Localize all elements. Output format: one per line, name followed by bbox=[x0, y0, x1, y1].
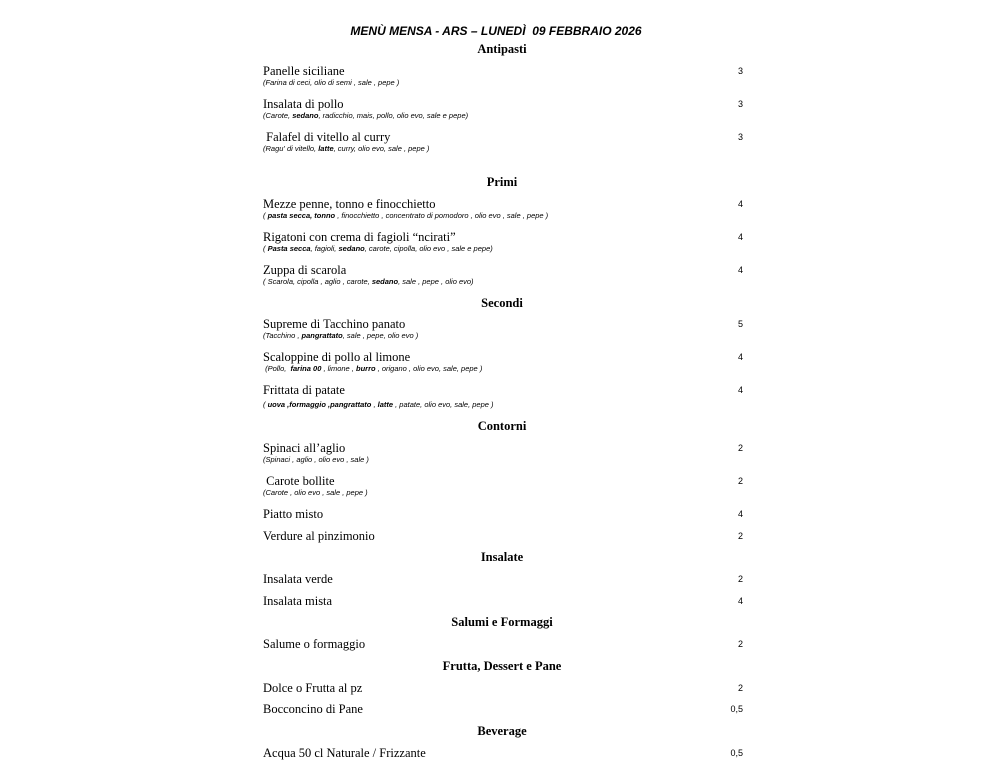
dish-name: Insalata verde bbox=[263, 572, 333, 586]
dish-name: Zuppa di scarola bbox=[263, 263, 347, 277]
dish-name: Insalata di pollo bbox=[263, 97, 344, 111]
menu-item bbox=[263, 702, 743, 716]
section-heading: Contorni bbox=[477, 419, 527, 433]
dish-price: 2 bbox=[737, 574, 743, 584]
ingredient-text: (Pollo, bbox=[263, 364, 291, 373]
dish-ingredients bbox=[263, 211, 743, 221]
dish-ingredients bbox=[263, 111, 743, 121]
dish-price: 4 bbox=[737, 385, 743, 395]
ingredient-text: , curry, olio evo, sale , pepe ) bbox=[333, 144, 430, 153]
section-heading: Salumi e Formaggi bbox=[451, 615, 553, 629]
menu-item bbox=[263, 637, 743, 651]
menu-item bbox=[263, 64, 743, 88]
menu-item bbox=[263, 572, 743, 586]
menu-item bbox=[263, 350, 743, 374]
menu-item bbox=[263, 130, 743, 154]
menu-title: MENÙ MENSA - ARS – LUNEDÌ 09 FEBBRAIO 2026 bbox=[350, 24, 642, 38]
dish-price: 3 bbox=[737, 132, 743, 142]
dish-ingredients bbox=[263, 78, 743, 88]
dish-name: Carote bollite bbox=[263, 474, 335, 488]
dish-name: Dolce o Frutta al pz bbox=[263, 681, 363, 695]
allergen-text: latte bbox=[377, 400, 394, 409]
dish-name: Verdure al pinzimonio bbox=[263, 529, 375, 543]
menu-item bbox=[263, 97, 743, 121]
dish-ingredients bbox=[263, 277, 743, 287]
ingredient-text: , finocchietto , concentrato di pomodoro , olio evo , sale , pepe ) bbox=[335, 211, 549, 220]
dish-name: Scaloppine di pollo al limone bbox=[263, 350, 411, 364]
dish-ingredients bbox=[263, 364, 743, 374]
ingredient-text: (Tacchino , bbox=[263, 331, 302, 340]
dish-price: 0,5 bbox=[730, 704, 743, 714]
ingredient-text: (Spinaci , aglio , olio evo , sale ) bbox=[263, 455, 369, 464]
ingredient-text: , limone , bbox=[321, 364, 356, 373]
dish-price: 0,5 bbox=[730, 748, 743, 758]
menu-item bbox=[263, 746, 743, 760]
dish-price: 4 bbox=[737, 232, 743, 242]
ingredient-text: , sale , pepe, olio evo ) bbox=[342, 331, 419, 340]
menu-item bbox=[263, 507, 743, 521]
dish-ingredients bbox=[263, 400, 743, 410]
dish-price: 2 bbox=[737, 476, 743, 486]
dish-price: 4 bbox=[737, 265, 743, 275]
allergen-text: farina 00 bbox=[290, 364, 322, 373]
menu-item bbox=[263, 474, 743, 498]
dish-price: 2 bbox=[737, 443, 743, 453]
menu-item bbox=[263, 383, 743, 410]
ingredient-text: , sale , pepe , olio evo) bbox=[398, 277, 474, 286]
ingredient-text: , carote, cipolla, olio evo , sale e pepe) bbox=[364, 244, 493, 253]
section-heading: Secondi bbox=[481, 296, 523, 310]
dish-ingredients bbox=[263, 244, 743, 254]
allergen-text: sedano bbox=[338, 244, 365, 253]
dish-name: Salume o formaggio bbox=[263, 637, 366, 651]
allergen-text: sedano bbox=[292, 111, 319, 120]
ingredient-text: ( bbox=[263, 211, 268, 220]
dish-price: 2 bbox=[737, 639, 743, 649]
ingredient-text: (Ragu' di vitello, bbox=[263, 144, 319, 153]
allergen-text: latte bbox=[318, 144, 334, 153]
section-heading: Frutta, Dessert e Pane bbox=[442, 659, 562, 673]
dish-price: 4 bbox=[737, 352, 743, 362]
dish-price: 2 bbox=[737, 683, 743, 693]
dish-price: 4 bbox=[737, 509, 743, 519]
dish-name: Insalata mista bbox=[263, 594, 333, 608]
ingredient-text: ( bbox=[263, 400, 268, 409]
allergen-text: pangrattato bbox=[301, 331, 343, 340]
menu-item bbox=[263, 681, 743, 695]
dish-price: 3 bbox=[737, 99, 743, 109]
ingredient-text: ( Scarola, cipolla , aglio , carote, bbox=[263, 277, 372, 286]
allergen-text: pasta secca, tonno bbox=[267, 211, 336, 220]
dish-ingredients bbox=[263, 455, 743, 465]
ingredient-text: (Farina di ceci, olio di semi , sale , pepe ) bbox=[263, 78, 400, 87]
allergen-text: Pasta secca bbox=[267, 244, 311, 253]
dish-name: Spinaci all’aglio bbox=[263, 441, 346, 455]
dish-name: Piatto misto bbox=[263, 507, 324, 521]
section-heading: Insalate bbox=[480, 550, 524, 564]
dish-price: 4 bbox=[737, 199, 743, 209]
ingredient-text: , patate, olio evo, sale, pepe ) bbox=[393, 400, 494, 409]
dish-name: Rigatoni con crema di fagioli “ncirati” bbox=[263, 230, 456, 244]
ingredient-text: (Carote , olio evo , sale , pepe ) bbox=[263, 488, 368, 497]
ingredient-text: (Carote, bbox=[263, 111, 293, 120]
allergen-text: uova ,formaggio ,pangrattato bbox=[267, 400, 372, 409]
ingredient-text: , radicchio, mais, pollo, olio evo, sale e pepe) bbox=[318, 111, 469, 120]
section-heading: Beverage bbox=[477, 724, 527, 738]
menu-item bbox=[263, 441, 743, 465]
dish-name: Frittata di patate bbox=[263, 383, 345, 397]
menu-item bbox=[263, 317, 743, 341]
menu-item bbox=[263, 263, 743, 287]
dish-price: 4 bbox=[737, 596, 743, 606]
allergen-text: sedano bbox=[371, 277, 399, 286]
dish-ingredients bbox=[263, 488, 743, 498]
ingredient-text: , fagioli, bbox=[310, 244, 339, 253]
section-heading: Antipasti bbox=[477, 42, 527, 56]
dish-price: 3 bbox=[737, 66, 743, 76]
menu-item bbox=[263, 529, 743, 543]
dish-price: 5 bbox=[737, 319, 743, 329]
ingredient-text: ( bbox=[263, 244, 268, 253]
section-heading: Primi bbox=[486, 175, 518, 189]
dish-name: Supreme di Tacchino panato bbox=[263, 317, 406, 331]
ingredient-text: , origano , olio evo, sale, pepe ) bbox=[375, 364, 483, 373]
dish-name: Mezze penne, tonno e finocchietto bbox=[263, 197, 436, 211]
menu-item bbox=[263, 230, 743, 254]
dish-ingredients bbox=[263, 144, 743, 154]
ingredient-text: , bbox=[371, 400, 378, 409]
menu-item bbox=[263, 594, 743, 608]
dish-price: 2 bbox=[737, 531, 743, 541]
dish-ingredients bbox=[263, 331, 743, 341]
dish-name: Acqua 50 cl Naturale / Frizzante bbox=[263, 746, 426, 760]
dish-name: Panelle siciliane bbox=[263, 64, 345, 78]
dish-name: Falafel di vitello al curry bbox=[263, 130, 391, 144]
menu-item bbox=[263, 197, 743, 221]
allergen-text: burro bbox=[355, 364, 376, 373]
dish-name: Bocconcino di Pane bbox=[263, 702, 363, 716]
